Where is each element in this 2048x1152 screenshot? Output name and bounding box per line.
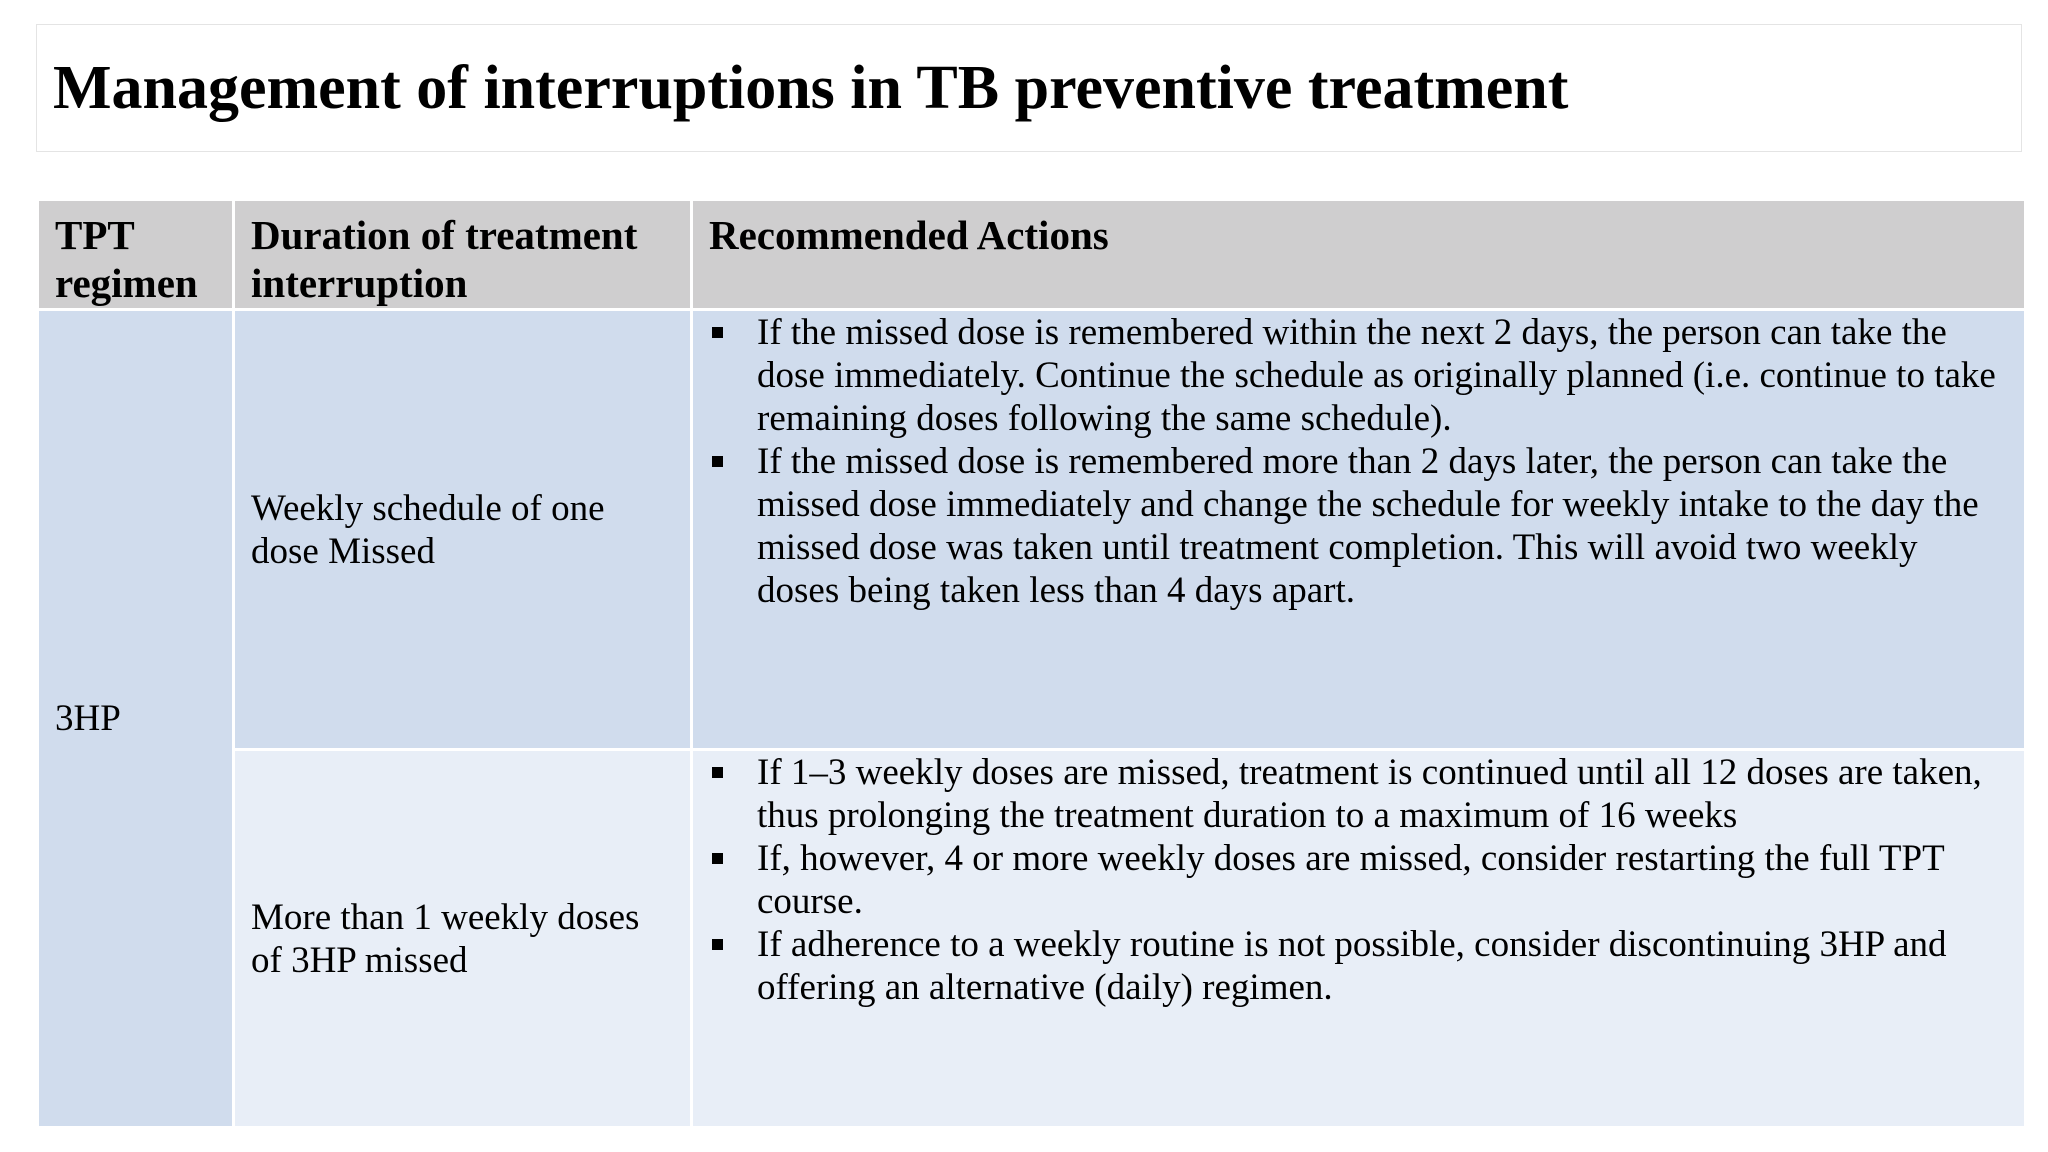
actions-cell (692, 310, 2026, 750)
action-item: If 1–3 weekly doses are missed, treatment is continued until all 12 doses are taken, thus prolonging the treatment duration to a maximum of 16 weeks (709, 751, 2008, 837)
header-recommended-actions: Recommended Actions (692, 200, 2026, 310)
actions-list (709, 751, 2008, 1009)
table-row (38, 310, 2026, 750)
action-item: If adherence to a weekly routine is not possible, consider discontinuing 3HP and offering an alternative (daily) regimen. (709, 923, 2008, 1009)
page-title: Management of interruptions in TB preventive treatment (53, 54, 1569, 122)
action-item: If, however, 4 or more weekly doses are missed, consider restarting the full TPT course. (709, 837, 2008, 923)
actions-cell (692, 750, 2026, 1128)
action-item: If the missed dose is remembered within the next 2 days, the person can take the dose immediately. Continue the schedule as originally planned (i.e. continue to take remaining doses following the same schedule). (709, 311, 2008, 440)
action-item: If the missed dose is remembered more than 2 days later, the person can take the missed dose immediately and change the schedule for weekly intake to the day the missed dose was taken until treatment completion. This will avoid two weekly doses being taken less than 4 days apart. (709, 440, 2008, 612)
interruption-management-table (36, 198, 2027, 1129)
table-row (38, 750, 2026, 1128)
actions-list (709, 311, 2008, 612)
duration-cell: Weekly schedule of one dose Missed (234, 310, 692, 750)
title-box (36, 24, 2022, 152)
header-duration: Duration of treatment interruption (234, 200, 692, 310)
regimen-cell: 3HP (38, 310, 234, 1128)
duration-cell: More than 1 weekly doses of 3HP missed (234, 750, 692, 1128)
header-tpt-regimen: TPT regimen (38, 200, 234, 310)
table-header-row (38, 200, 2026, 310)
